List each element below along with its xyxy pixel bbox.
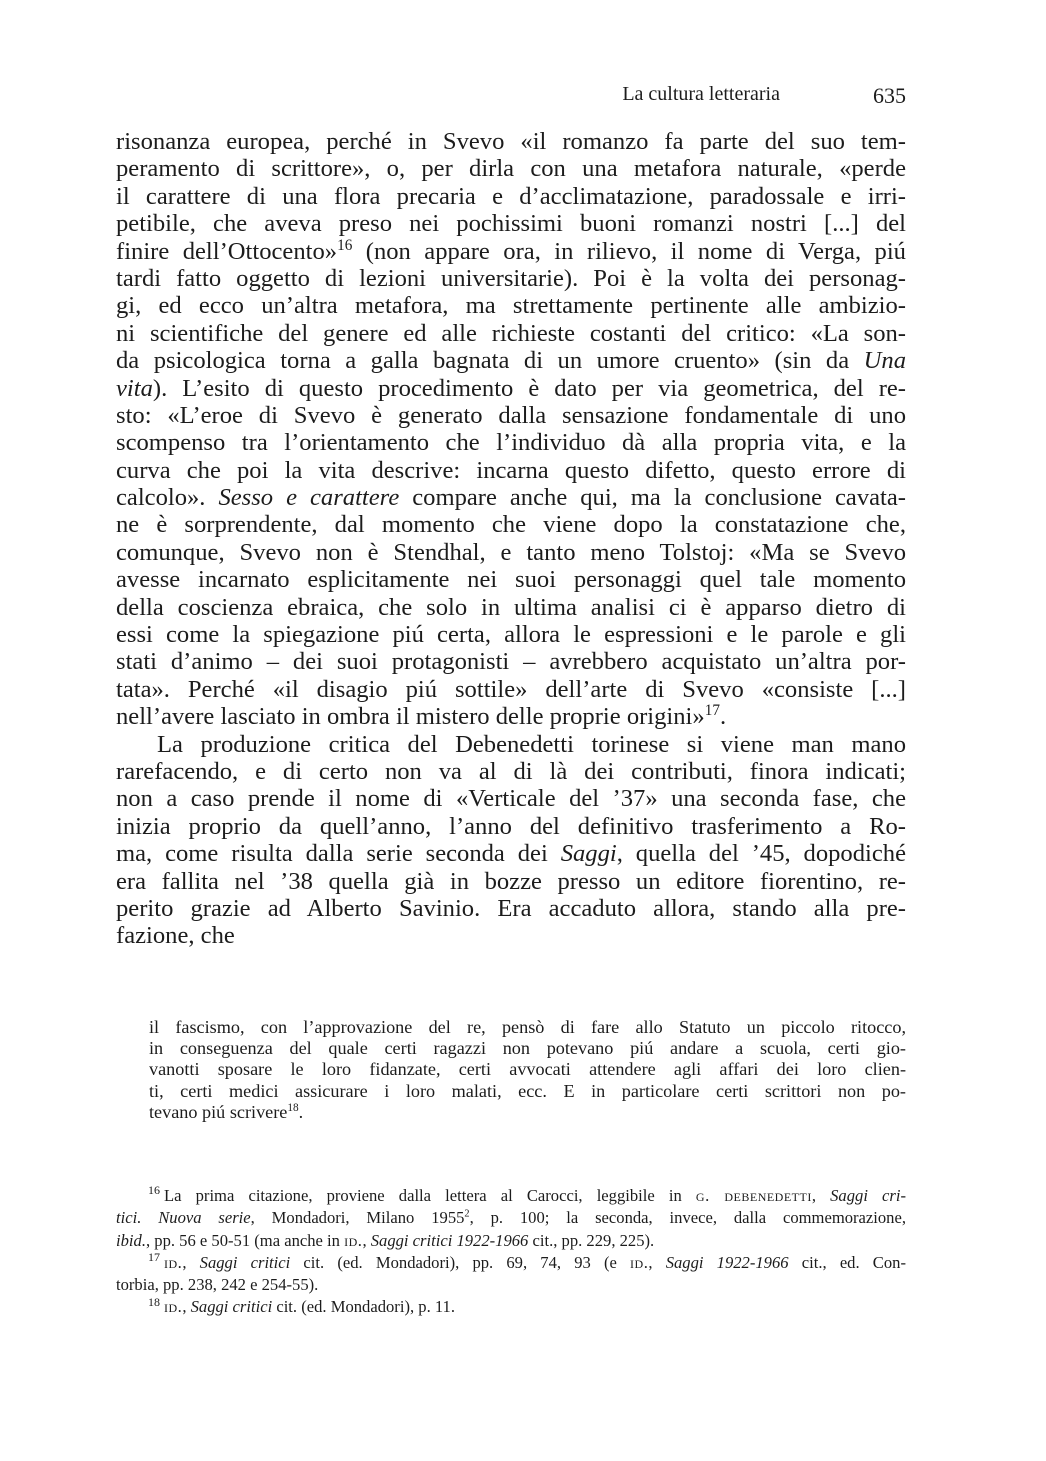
- text-line: della coscienza ebraica, che solo in ultima analisi ci è apparso dietro di: [116, 593, 906, 621]
- footnote-number: 18: [148, 1294, 160, 1309]
- block-quote: [149, 1017, 906, 1123]
- running-header: [116, 83, 906, 113]
- text-line: fazione, che: [116, 922, 235, 950]
- paragraph: [116, 128, 906, 731]
- footnote-16: [116, 1185, 906, 1252]
- footnote-line: tici. Nuova serie, Mondadori, Milano 1955$^2$, p. 100; la seconda, invece, dalla commemorazione,: [116, 1208, 906, 1228]
- footnotes: [116, 1185, 906, 1319]
- quote-line: tevano piú scrivere$^{18}$.: [149, 1101, 304, 1122]
- text-line: perito grazie ad Alberto Savinio. Era accaduto allora, stando alla pre-: [116, 894, 906, 922]
- text-line: sto: «L’eroe di Svevo è generato dalla sensazione fondamentale di uno: [116, 401, 906, 429]
- text-line: gi, ed ecco un’altra metafora, ma strettamente pertinente alle ambizio-: [116, 292, 906, 320]
- text-line: La produzione critica del Debenedetti torinese si viene man mano: [157, 730, 906, 758]
- footnote-line: torbia, pp. 238, 242 e 254-55).: [116, 1275, 319, 1295]
- text-line: scompenso tra l’orientamento che l’individuo dà alla propria vita, e la: [116, 429, 906, 457]
- quote-line: il fascismo, con l’approvazione del re, pensò di fare allo Statuto un piccolo ritocco,: [149, 1017, 906, 1037]
- footnote-ref-16[interactable]: 16: [337, 236, 353, 254]
- paragraph: [116, 731, 906, 950]
- italic-title: vita: [116, 374, 153, 402]
- footnote-ref-17[interactable]: 17: [704, 702, 720, 720]
- text-line: tardi fatto oggetto di lezioni universitarie). Poi è la volta dei personag-: [116, 264, 906, 292]
- text-line: essi come la spiegazione piú certa, allora le espressioni e le parole e gli: [116, 621, 906, 649]
- footnote-18: [116, 1296, 906, 1318]
- italic-title: Una: [863, 347, 906, 375]
- text-line: risonanza europea, perché in Svevo «il romanzo fa parte del suo tem-: [116, 128, 906, 155]
- footnote-line: $^{17}$ id., Saggi critici cit. (ed. Mondadori), pp. 69, 74, 93 (e id., Saggi 1922-1966 cit., ed. Con-: [148, 1250, 906, 1272]
- quote-line: ti, certi medici assicurare i loro malati, ecc. E in particolare certi scrittori non po-: [149, 1080, 906, 1101]
- footnote-number: 17: [148, 1250, 160, 1265]
- text-line: comunque, Svevo non è Stendhal, e tanto meno Tolstoj: «Ma se Svevo: [116, 538, 906, 566]
- text-line: peramento di scrittore», o, per dirla con una metafora naturale, «perde: [116, 155, 906, 183]
- text-line: vita). L’esito di questo procedimento è dato per via geometrica, del re-: [116, 374, 906, 402]
- text-line: da psicologica torna a galla bagnata di un umore cruento» (sin da Una: [116, 347, 906, 375]
- footnote-number: 16: [148, 1183, 160, 1198]
- text-line: era fallita nel ’38 quella già in bozze presso un editore fiorentino, re-: [116, 867, 906, 895]
- running-title: La cultura letteraria: [622, 83, 780, 105]
- text-line: ne è sorprendente, dal momento che viene dopo la constatazione che,: [116, 511, 906, 539]
- footnote-line: $^{16}$ La prima citazione, proviene dalla lettera al Carocci, leggibile in g. debenedetti, Saggi cri-: [148, 1183, 907, 1205]
- footnote-line: ibid., pp. 56 e 50-51 (ma anche in id., Saggi critici 1922-1966 cit., pp. 229, 225).: [116, 1230, 655, 1250]
- italic-title: Sesso e carattere: [218, 484, 400, 512]
- text-line: curva che poi la vita descrive: incarna questo difetto, questo errore di: [116, 456, 906, 484]
- footnote-17: [116, 1252, 906, 1297]
- quote-line: vanotti sposare le loro fidanzate, certi avvocati attendere agli affari dei loro clien-: [149, 1059, 906, 1080]
- text-line: finire dell’Ottocento»$^{16}$ (non appare ora, in rilievo, il nome di Verga, piú: [116, 236, 906, 265]
- text-line: stati d’animo – dei suoi protagonisti – avrebbero acquistato un’altra por-: [116, 648, 906, 676]
- text-line: ni scientifiche del genere ed alle richieste costanti del critico: «La son-: [116, 319, 906, 347]
- page-number: 635: [873, 83, 906, 108]
- text-line: rarefacendo, e di certo non va al di là dei contributi, finora indicati;: [116, 757, 906, 785]
- text-line: avesse incarnato esplicitamente nei suoi personaggi quel tale momento: [116, 566, 906, 594]
- text-line: il carattere di una flora precaria e d’acclimatazione, paradossale e irri-: [116, 182, 906, 210]
- text-line: non a caso prende il nome di «Verticale del ’37» una seconda fase, che: [116, 785, 906, 813]
- text-line: tata». Perché «il disagio piú sottile» dell’arte di Svevo «consiste [...]: [116, 675, 906, 703]
- text-line: ma, come risulta dalla serie seconda dei Saggi, quella del ’45, dopodiché: [116, 840, 906, 868]
- footnote-line: $^{18}$ id., Saggi critici cit. (ed. Mondadori), p. 11.: [148, 1294, 455, 1317]
- quote-line: in conseguenza del quale certi ragazzi non potevano piú andare a scuola, certi gio-: [149, 1038, 906, 1059]
- italic-title: Saggi: [560, 840, 617, 868]
- text-line: nell’avere lasciato in ombra il mistero delle proprie origini»$^{17}$.: [116, 702, 727, 731]
- text-line: petibile, che aveva preso nei pochissimi buoni romanzi nostri [...] del: [116, 210, 906, 238]
- footnote-ref-18[interactable]: 18: [287, 1101, 299, 1114]
- body-text: [116, 128, 906, 950]
- text-line: calcolo». Sesso e carattere compare anche qui, ma la conclusione cavata-: [116, 484, 906, 512]
- text-line: inizia proprio da quell’anno, l’anno del definitivo trasferimento a Ro-: [116, 812, 906, 840]
- author-name: g. debenedetti: [695, 1186, 812, 1205]
